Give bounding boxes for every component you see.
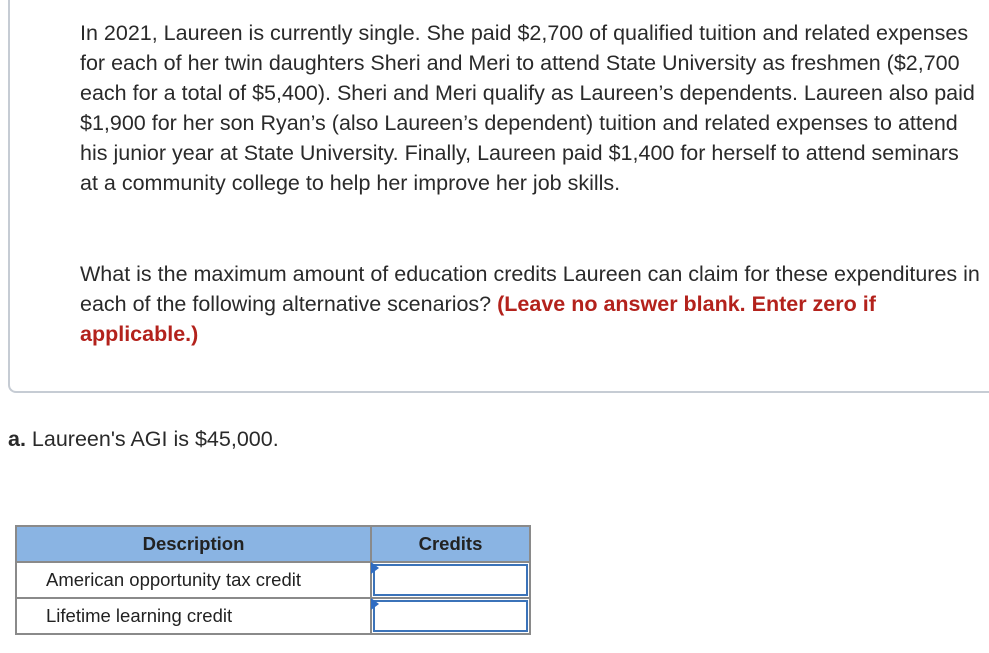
question-panel — [8, 0, 989, 393]
credits-header: Credits — [371, 526, 530, 562]
input-flag-icon — [371, 598, 379, 610]
scenario-letter: a. — [8, 427, 26, 451]
question-prompt — [80, 259, 980, 349]
scenario-text: Laureen's AGI is $45,000. — [31, 427, 279, 451]
lifetime-learning-label: Lifetime learning credit — [16, 598, 371, 634]
answer-instruction: (Leave no answer blank. Enter zero if applicable.) — [80, 292, 876, 346]
american-opportunity-credit-input[interactable] — [373, 564, 528, 596]
lifetime-learning-cell — [371, 598, 530, 634]
scenario-a — [8, 424, 279, 454]
description-header: Description — [16, 526, 371, 562]
lifetime-learning-credit-input[interactable] — [373, 600, 528, 632]
prompt-text: What is the maximum amount of education credits Laureen can claim for these expenditures in each of the following alternative scenarios? — [80, 262, 980, 316]
question-paragraph: In 2021, Laureen is currently single. She paid $2,700 of qualified tuition and related expenses for each of her twin daughters Sheri and Meri to attend State University as freshmen ($2,700 each for a total of $5,400). Sheri and Meri qualify as Laureen’s dependents. Laureen also paid $1,900 for her son Ryan’s (also Laureen’s dependent) tuition and related expenses to attend his junior year at State University. Finally, Laureen paid $1,400 for herself to attend seminars at a community college to help her improve her job skills. — [80, 21, 975, 195]
table-row-american-opportunity — [16, 562, 530, 598]
input-flag-icon — [371, 562, 379, 574]
credits-table — [15, 525, 531, 635]
table-header-row — [16, 526, 530, 562]
table-row-lifetime-learning — [16, 598, 530, 634]
american-opportunity-label: American opportunity tax credit — [16, 562, 371, 598]
american-opportunity-cell — [371, 562, 530, 598]
